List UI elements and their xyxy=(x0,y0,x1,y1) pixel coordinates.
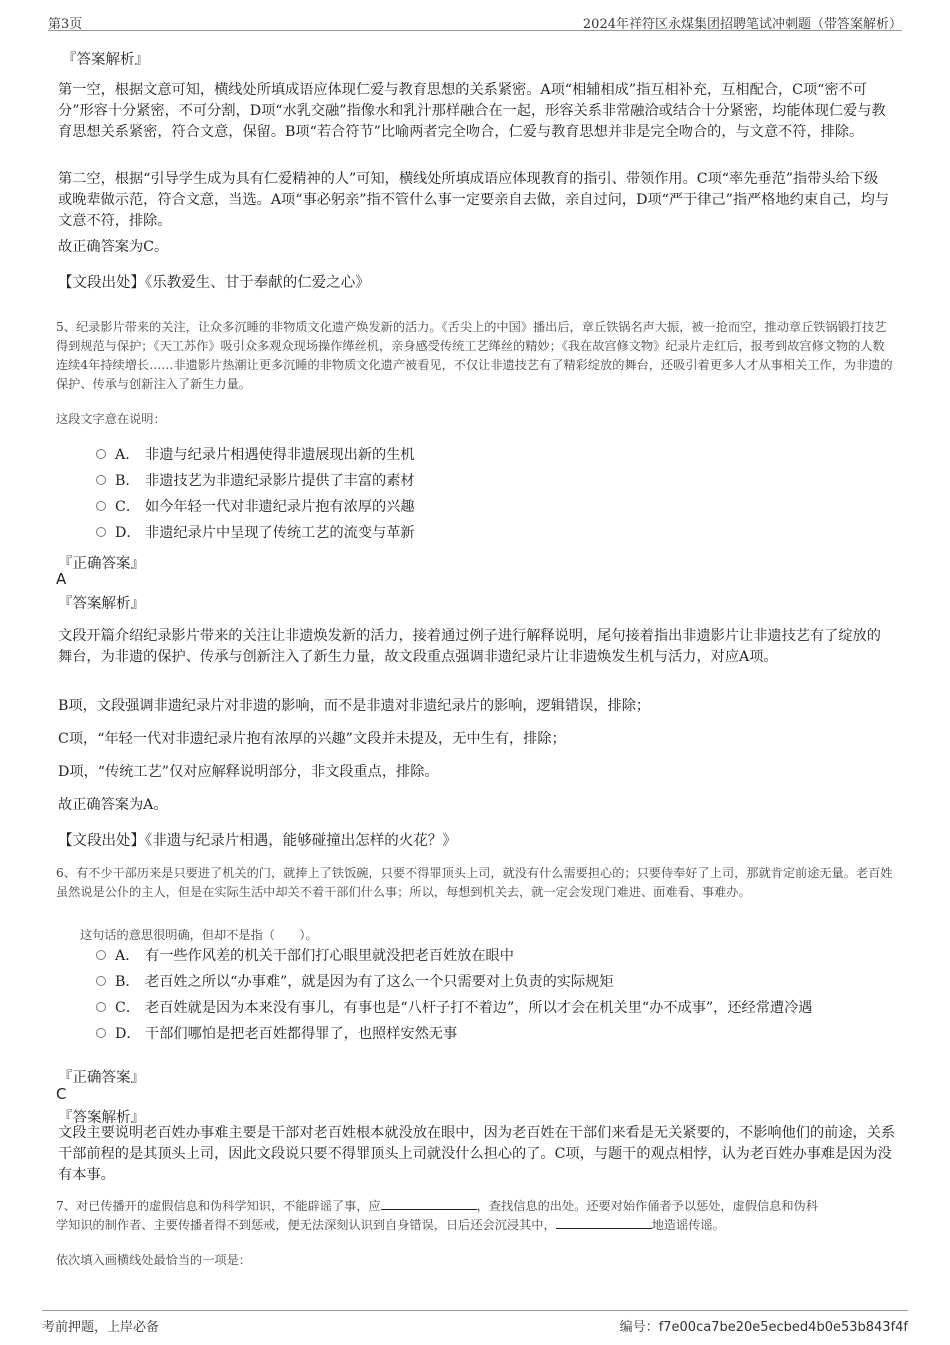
footer-slogan: 考前押题，上岸必备 xyxy=(42,1320,160,1335)
radio-icon[interactable] xyxy=(96,527,106,537)
option-c[interactable]: C． 老百姓就是因为本来没有事儿，有事也是“八杆子打不着边”，所以才会在机关里“办不成事”，还经常遭冷遇 xyxy=(96,998,812,1018)
option-b[interactable]: B． 老百姓之所以“办事难”，就是因为有了这么一个只需要对上负责的实际规矩 xyxy=(96,972,614,992)
document-code: 编号：f7e00ca7be20e5ecbed4b0e53b843f4f xyxy=(619,1320,908,1335)
option-a[interactable]: A． 有一些作风差的机关干部们打心眼里就没把老百姓放在眼中 xyxy=(96,946,514,966)
explain-conclusion: 故正确答案为A。 xyxy=(58,797,168,813)
explain-paragraph-1: 第一空，根据文意可知，横线处所填成语应体现仁爱与教育思想的关系紧密。A项“相辅相成”指互相补充，互相配合，C项“密不可分”形容十分紧密，不可分割，D项“水乳交融”指像水和乳汁那样融合在一起，形容关系非常融洽或结合十分紧密，均能体现仁爱与教育思想关系紧密，符合文意，保留。B项“若合符节”比喻两者完全吻合，仁爱与教育思想并非是完全吻合的，与文意不符，排除。 xyxy=(58,82,886,140)
explain-option-d: D项，“传统工艺”仅对应解释说明部分，非文段重点，排除。 xyxy=(58,764,439,780)
explain-heading: 『答案解析』 xyxy=(58,1110,145,1126)
radio-icon[interactable] xyxy=(96,475,106,485)
fill-blank-2[interactable] xyxy=(556,1216,652,1229)
page-footer xyxy=(42,1310,908,1339)
fill-blank-1[interactable] xyxy=(381,1197,477,1210)
option-a[interactable]: A． 非遗与纪录片相遇使得非遗展现出新的生机 xyxy=(96,445,415,465)
explain-paragraph-2: 第二空，根据“引导学生成为具有仁爱精神的人”可知，横线处所填成语应体现教育的指引、带领作用。C项“率先垂范”指带头给下级或晚辈做示范，符合文意，当选。A项“事必躬亲”指不管什么事一定要亲自去做，亲自过问，D项“严于律己”指严格地约束自己，均与文意不符，排除。 xyxy=(58,171,889,229)
source-citation: 【文段出处】《非遗与纪录片相遇，能够碰撞出怎样的火花？》 xyxy=(58,833,457,849)
correct-answer: A xyxy=(56,570,67,588)
radio-icon[interactable] xyxy=(96,449,106,459)
radio-icon[interactable] xyxy=(96,1002,106,1012)
explain-main: 文段主要说明老百姓办事难主要是干部对老百姓根本就没放在眼中，因为老百姓在干部们来看是无关紧要的，不影响他们的前途，关系干部前程的是其顶头上司，因此文段说只要不得罪顶头上司就没什么担心的了。C项，与题干的观点相悖，认为老百姓办事难是因为没有本事。 xyxy=(58,1125,896,1183)
explain-heading: 『答案解析』 xyxy=(62,52,149,68)
question-stem: 6、有不少干部历来是只要进了机关的门，就捧上了铁饭碗，只要不得罪顶头上司，就没有什么需要担心的；只要侍奉好了上司，那就肯定前途无量。老百姓虽然说是公仆的主人，但是在实际生活中却关不着干部们什么事；所以，每想到机关去，就一定会发现门难进、面难看、事难办。 xyxy=(56,866,893,899)
explain-option-b: B项，文段强调非遗纪录片对非遗的影响，而不是非遗对非遗纪录片的影响，逻辑错误，排除； xyxy=(58,698,651,714)
question-prompt: 这句话的意思很明确，但却不是指（ ）。 xyxy=(80,928,318,942)
question-prompt: 依次填入画横线处最恰当的一项是： xyxy=(56,1253,251,1267)
radio-icon[interactable] xyxy=(96,1028,106,1038)
explain-option-c: C项，“年轻一代对非遗纪录片抱有浓厚的兴趣”文段并未提及，无中生有，排除； xyxy=(58,731,566,747)
radio-icon[interactable] xyxy=(96,976,106,986)
radio-icon[interactable] xyxy=(96,950,106,960)
option-b[interactable]: B． 非遗技艺为非遗纪录影片提供了丰富的素材 xyxy=(96,471,415,491)
explain-conclusion: 故正确答案为C。 xyxy=(58,239,169,255)
page-header xyxy=(48,8,902,31)
answer-heading: 『正确答案』 xyxy=(58,556,145,572)
source-citation: 【文段出处】《乐教爱生、甘于奉献的仁爱之心》 xyxy=(58,275,370,291)
radio-icon[interactable] xyxy=(96,501,106,511)
answer-heading: 『正确答案』 xyxy=(58,1070,145,1086)
question-stem: 5、纪录影片带来的关注，让众多沉睡的非物质文化遗产焕发新的活力。《舌尖上的中国》播出后，章丘铁锅名声大振，被一抢而空，推动章丘铁锅锻打技艺得到规范与保护；《天工苏作》吸引众多观众现场操作缂丝机，亲身感受传统工艺缂丝的精妙；《我在故宫修文物》纪录片走红后，报考到故宫修文物的人数连续4年持续增长……非遗影片热潮让更多沉睡的非物质文化遗产被看见，不仅让非遗技艺有了精彩绽放的舞台，还吸引着更多人才从事相关工作，为非遗的保护、传承与创新注入了新生力量。 xyxy=(56,320,893,391)
document-title: 2024年祥符区永煤集团招聘笔试冲刺题（带答案解析） xyxy=(582,17,902,32)
option-c[interactable]: C． 如今年轻一代对非遗纪录片抱有浓厚的兴趣 xyxy=(96,497,415,517)
option-d[interactable]: D． 非遗纪录片中呈现了传统工艺的流变与革新 xyxy=(96,523,415,543)
option-d[interactable]: D． 干部们哪怕是把老百姓都得罪了，也照样安然无事 xyxy=(96,1024,457,1044)
question-stem: 7、对已传播开的虚假信息和伪科学知识，不能辟谣了事，应 ，查找信息的出处。还要对始作俑者予以惩处，虚假信息和伪科 学知识的制作者、主要传播者得不到惩戒，便无法深刻认识到自身错误，日后还会沉浸其中， 地造谣传谣。 xyxy=(56,1199,818,1232)
question-prompt: 这段文字意在说明： xyxy=(56,412,166,426)
explain-main: 文段开篇介绍纪录影片带来的关注让非遗焕发新的活力，接着通过例子进行解释说明，尾句接着指出非遗影片让非遗技艺有了绽放的舞台，为非遗的保护、传承与创新注入了新生力量，故文段重点强调非遗纪录片让非遗焕发生机与活力，对应A项。 xyxy=(58,628,881,665)
explain-heading: 『答案解析』 xyxy=(58,596,145,612)
page-number: 第3页 xyxy=(48,17,83,32)
correct-answer: C xyxy=(56,1085,67,1103)
